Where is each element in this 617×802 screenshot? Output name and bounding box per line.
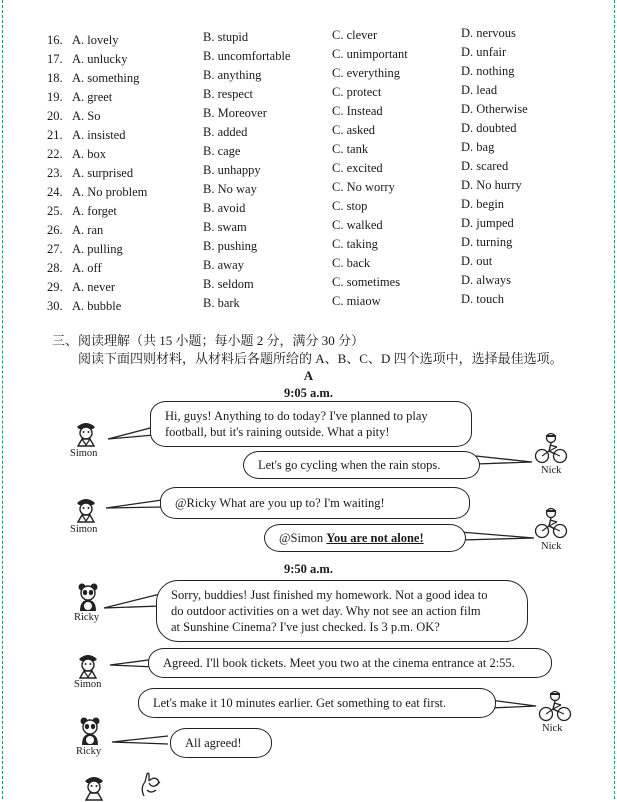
message-text: Agreed. I'll book tickets. Meet you two at the cinema entrance at 2:55.: [163, 656, 515, 670]
option-b: B. unhappy: [203, 163, 261, 177]
ricky-avatar: [76, 716, 104, 746]
option-a: A. No problem: [72, 185, 148, 199]
question-number: 16.: [47, 33, 63, 47]
option-d: D. touch: [461, 292, 505, 306]
option-b: B. anything: [203, 68, 262, 82]
simon-avatar: [80, 772, 108, 802]
message-text: Let's make it 10 minutes earlier. Get something to eat first.: [153, 696, 447, 710]
option-b: B. uncomfortable: [203, 49, 291, 63]
option-row: [0, 254, 617, 280]
option-d: D. lead: [461, 83, 498, 97]
option-row: [0, 216, 617, 242]
option-b: B. swam: [203, 220, 247, 234]
simon-name: Simon: [70, 448, 98, 459]
question-number: 20.: [47, 109, 63, 123]
message-line: Hi, guys! Anything to do today? I've planned to play: [165, 409, 428, 423]
option-c: C. taking: [332, 237, 378, 251]
option-a: A. surprised: [72, 166, 134, 180]
message-line: Sorry, buddies! Just finished my homework. Not a good idea to: [171, 588, 488, 602]
ok-hand-icon: [138, 770, 164, 799]
chat-timestamp: 9:05 a.m.: [284, 386, 333, 400]
option-b: B. added: [203, 125, 248, 139]
question-number: 23.: [47, 166, 63, 180]
option-a: A. insisted: [72, 128, 126, 142]
option-d: D. begin: [461, 197, 505, 211]
option-d: D. nervous: [461, 26, 516, 40]
option-row: [0, 45, 617, 71]
question-number: 22.: [47, 147, 63, 161]
simon-avatar: [72, 494, 100, 524]
simon-avatar: [72, 418, 100, 448]
chat-timestamp: 9:50 a.m.: [284, 562, 333, 576]
message-text: All agreed!: [185, 736, 242, 750]
nick-avatar: [534, 507, 568, 539]
question-number: 28.: [47, 261, 63, 275]
nick-avatar: [534, 432, 568, 464]
option-a: A. greet: [72, 90, 113, 104]
option-d: D. scared: [461, 159, 509, 173]
question-number: 21.: [47, 128, 63, 142]
option-a: A. ran: [72, 223, 104, 237]
message-line: do outdoor activities on a wet day. Why not see an action film: [171, 604, 481, 618]
option-d: D. bag: [461, 140, 495, 154]
bubble-tail: [106, 496, 166, 514]
question-number: 24.: [47, 185, 63, 199]
option-d: D. jumped: [461, 216, 514, 230]
ricky-avatar: [74, 582, 102, 612]
option-c: C. unimportant: [332, 47, 408, 61]
option-a: A. bubble: [72, 299, 122, 313]
option-a: A. something: [72, 71, 140, 85]
chat-message-ricky: [156, 580, 528, 642]
option-b: B. stupid: [203, 30, 249, 44]
nick-avatar: [538, 690, 572, 722]
option-b: B. away: [203, 258, 244, 272]
option-c: C. asked: [332, 123, 376, 137]
simon-avatar: [74, 650, 102, 680]
option-b: B. Moreover: [203, 106, 267, 120]
nick-name: Nick: [541, 465, 562, 476]
chat-message-ricky: [170, 728, 272, 758]
option-row: [0, 26, 617, 52]
chat-message-simon: [150, 401, 472, 447]
option-c: C. No worry: [332, 180, 395, 194]
option-a: A. never: [72, 280, 116, 294]
option-row: [0, 64, 617, 90]
message-text: @Ricky What are you up to? I'm waiting!: [175, 496, 385, 510]
chat-message-simon: [160, 487, 470, 519]
question-number: 27.: [47, 242, 63, 256]
option-row: [0, 292, 617, 318]
bubble-tail: [476, 452, 536, 472]
option-c: C. stop: [332, 199, 368, 213]
option-a: A. pulling: [72, 242, 123, 256]
option-b: B. pushing: [203, 239, 258, 253]
option-b: B. bark: [203, 296, 240, 310]
option-row: [0, 273, 617, 299]
option-a: A. off: [72, 261, 102, 275]
bubble-tail: [104, 592, 164, 616]
option-c: C. clever: [332, 28, 378, 42]
option-b: B. No way: [203, 182, 257, 196]
option-a: A. forget: [72, 204, 117, 218]
option-c: C. excited: [332, 161, 383, 175]
option-c: C. walked: [332, 218, 383, 232]
option-d: D. turning: [461, 235, 513, 249]
chat-message-nick: [264, 524, 466, 552]
option-c: C. sometimes: [332, 275, 401, 289]
option-row: [0, 178, 617, 204]
option-b: B. avoid: [203, 201, 246, 215]
option-a: A. lovely: [72, 33, 119, 47]
bubble-tail: [112, 734, 172, 750]
simon-name: Simon: [70, 524, 98, 535]
chat-message-nick: [138, 688, 496, 718]
option-row: [0, 140, 617, 166]
question-number: 25.: [47, 204, 63, 218]
option-c: C. everything: [332, 66, 401, 80]
nick-name: Nick: [541, 541, 562, 552]
option-a: A. unlucky: [72, 52, 128, 66]
option-d: D. unfair: [461, 45, 507, 59]
option-row: [0, 197, 617, 223]
message-line: football, but it's raining outside. What a pity!: [165, 425, 390, 439]
mention-text: @Simon: [279, 531, 327, 545]
section-title: 三、阅读理解（共 15 小题；每小题 2 分，满分 30 分）: [52, 333, 365, 348]
emphasis-text: You are not alone!: [326, 531, 424, 545]
chat-message-simon: [148, 648, 552, 678]
option-b: B. seldom: [203, 277, 254, 291]
option-c: C. protect: [332, 85, 382, 99]
option-row: [0, 121, 617, 147]
option-d: D. doubted: [461, 121, 517, 135]
question-number: 29.: [47, 280, 63, 294]
ricky-name: Ricky: [76, 746, 102, 757]
message-line: at Sunshine Cinema? I've just checked. Is 3 p.m. OK?: [171, 620, 440, 634]
option-d: D. always: [461, 273, 511, 287]
ricky-name: Ricky: [74, 612, 100, 623]
option-b: B. cage: [203, 144, 241, 158]
option-a: A. So: [72, 109, 101, 123]
option-d: D. Otherwise: [461, 102, 528, 116]
bubble-tail: [460, 528, 538, 546]
option-c: C. back: [332, 256, 371, 270]
option-d: D. nothing: [461, 64, 515, 78]
nick-name: Nick: [542, 723, 563, 734]
option-row: [0, 102, 617, 128]
question-number: 19.: [47, 90, 63, 104]
option-c: C. tank: [332, 142, 369, 156]
question-number: 30.: [47, 299, 63, 313]
part-label: A: [303, 368, 314, 383]
option-a: A. box: [72, 147, 107, 161]
bubble-tail: [490, 696, 540, 714]
option-b: B. respect: [203, 87, 253, 101]
section-instruction: 阅读下面四则材料，从材料后各题所给的 A、B、C、D 四个选项中，选择最佳选项。: [78, 351, 563, 366]
option-c: C. miaow: [332, 294, 381, 308]
message-text: Let's go cycling when the rain stops.: [258, 458, 441, 472]
question-number: 18.: [47, 71, 63, 85]
question-number: 26.: [47, 223, 63, 237]
option-d: D. No hurry: [461, 178, 522, 192]
option-d: D. out: [461, 254, 493, 268]
option-row: [0, 235, 617, 261]
message-text: [279, 530, 424, 546]
option-c: C. Instead: [332, 104, 383, 118]
option-row: [0, 159, 617, 185]
question-number: 17.: [47, 52, 63, 66]
chat-message-nick: [243, 451, 480, 479]
simon-name: Simon: [74, 679, 102, 690]
